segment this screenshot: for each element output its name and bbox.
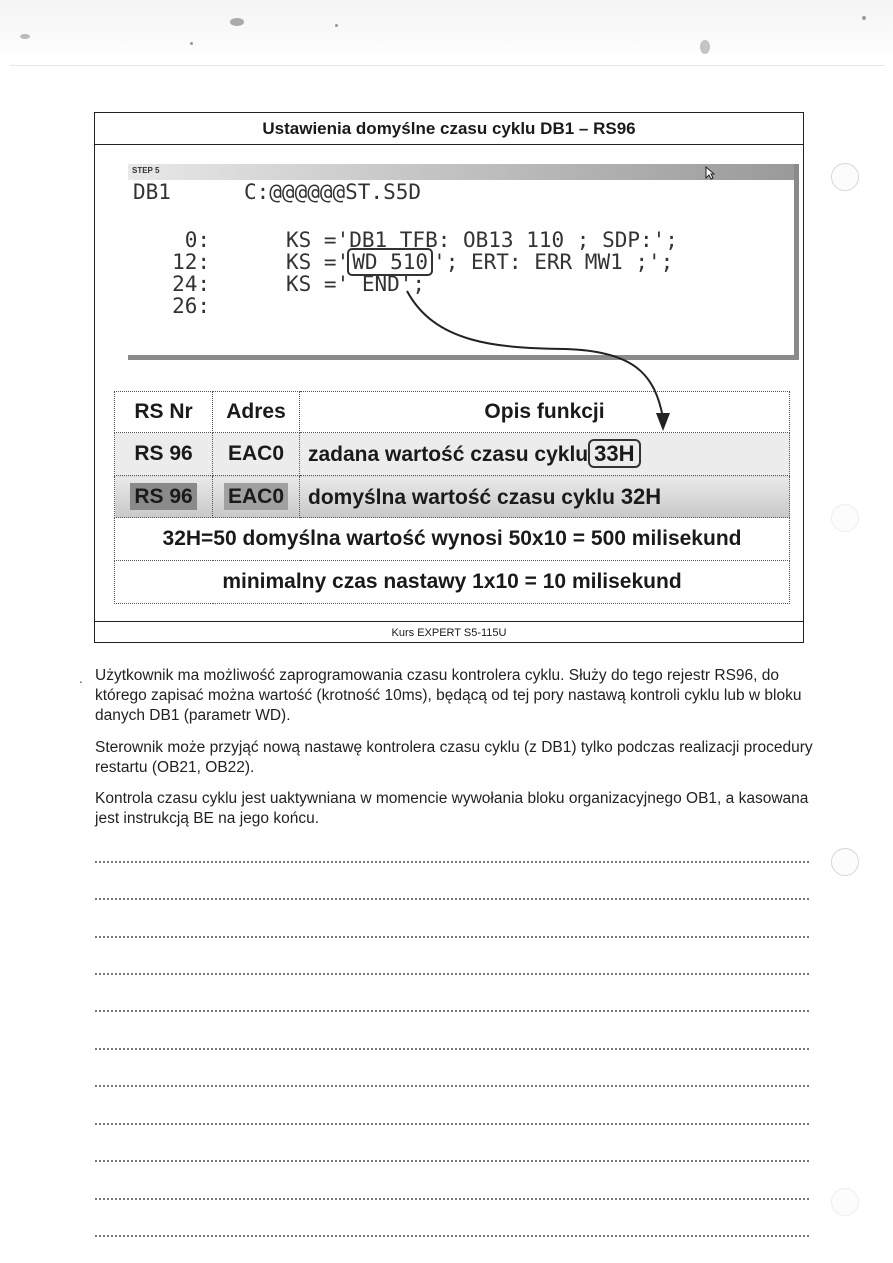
writing-line [95, 898, 809, 900]
writing-line [95, 936, 809, 938]
line-number: 24: [172, 272, 210, 296]
scan-speck [335, 24, 338, 27]
slide-frame [94, 112, 804, 643]
header-opis: Opis funkcji [300, 392, 790, 433]
paragraph-2: Sterownik może przyjąć nową nastawę kontrolera czasu cyklu (z DB1) tylko podczas realizacji procedury restartu (OB21, OB22). [95, 739, 813, 776]
wd-parameter-highlight: WD 510 [347, 248, 433, 276]
scan-edge-line [10, 65, 885, 66]
scan-speck [20, 34, 30, 39]
note-default-value: 32H=50 domyślna wartość wynosi 50x10 = 500 milisekund [115, 518, 790, 561]
screen-bar-label: STEP 5 [132, 166, 160, 175]
line-number: 26: [172, 294, 210, 318]
writing-line [95, 1048, 809, 1050]
scan-speck [862, 16, 866, 20]
line-number: 12: [172, 250, 210, 274]
writing-line [95, 1198, 809, 1200]
table-note-row [115, 561, 790, 604]
binder-hole [831, 504, 859, 532]
cell-rs-nr [115, 476, 213, 518]
code-line: KS =' END'; [286, 272, 426, 296]
line-number: 0: [184, 228, 210, 252]
rs-nr-text: RS 96 [130, 483, 196, 510]
scan-speck [190, 42, 193, 45]
code-line-suffix: '; ERT: ERR MW1 ;'; [433, 250, 674, 274]
cell-opis [300, 476, 790, 518]
writing-line [95, 861, 809, 863]
file-path: C:@@@@@@ST.S5D [244, 180, 422, 204]
scan-speck [230, 18, 244, 26]
curved-arrow-icon [95, 113, 803, 453]
writing-line [95, 973, 809, 975]
binder-hole [831, 848, 859, 876]
block-name: DB1 [133, 180, 171, 204]
cell-rs-nr: RS 96 [115, 433, 213, 476]
cell-adres: EAC0 [213, 433, 300, 476]
writing-line [95, 1160, 809, 1162]
scan-speck [700, 40, 710, 54]
binder-hole [831, 1188, 859, 1216]
paragraph-1: Użytkownik ma możliwość zaprogramowania czasu kontrolera cyklu. Służy do tego rejestr RS96, do którego zapisać można wartość (krotność 10ms), będącą od tej pory nastawą kontroli cyklu lub w bloku danych DB1 (parametr WD). [95, 667, 802, 724]
code-line: KS ='DB1 TFB: OB13 110 ; SDP:'; [286, 228, 678, 252]
adres-text: EAC0 [224, 483, 288, 510]
writing-line [95, 1123, 809, 1125]
binder-hole [831, 163, 859, 191]
writing-line [95, 1010, 809, 1012]
bullet-marker: . [79, 670, 83, 686]
value-highlight: 33H [588, 439, 640, 468]
slide-title: Ustawienia domyślne czasu cyklu DB1 – RS96 [95, 113, 803, 145]
paragraph-3: Kontrola czasu cyklu jest uaktywniana w momencie wywołania bloku organizacyjnego OB1, a kasowana jest instrukcją BE na jego końcu. [95, 790, 809, 827]
header-rs-nr: RS Nr [115, 392, 213, 433]
table-row [115, 476, 790, 518]
cell-adres [213, 476, 300, 518]
desc-text: domyślna wartość czasu cyklu [308, 485, 615, 509]
note-minimum-value: minimalny czas nastawy 1x10 = 10 milisekund [115, 561, 790, 604]
code-line-prefix: KS =' [286, 250, 350, 274]
header-adres: Adres [213, 392, 300, 433]
writing-line [95, 1235, 809, 1237]
value-text: 32H [620, 483, 662, 509]
table-note-row [115, 518, 790, 561]
writing-line [95, 1085, 809, 1087]
slide-footer: Kurs EXPERT S5-115U [95, 621, 803, 644]
desc-text: zadana wartość czasu cyklu [308, 443, 589, 466]
scan-artifact-strip [0, 0, 893, 62]
